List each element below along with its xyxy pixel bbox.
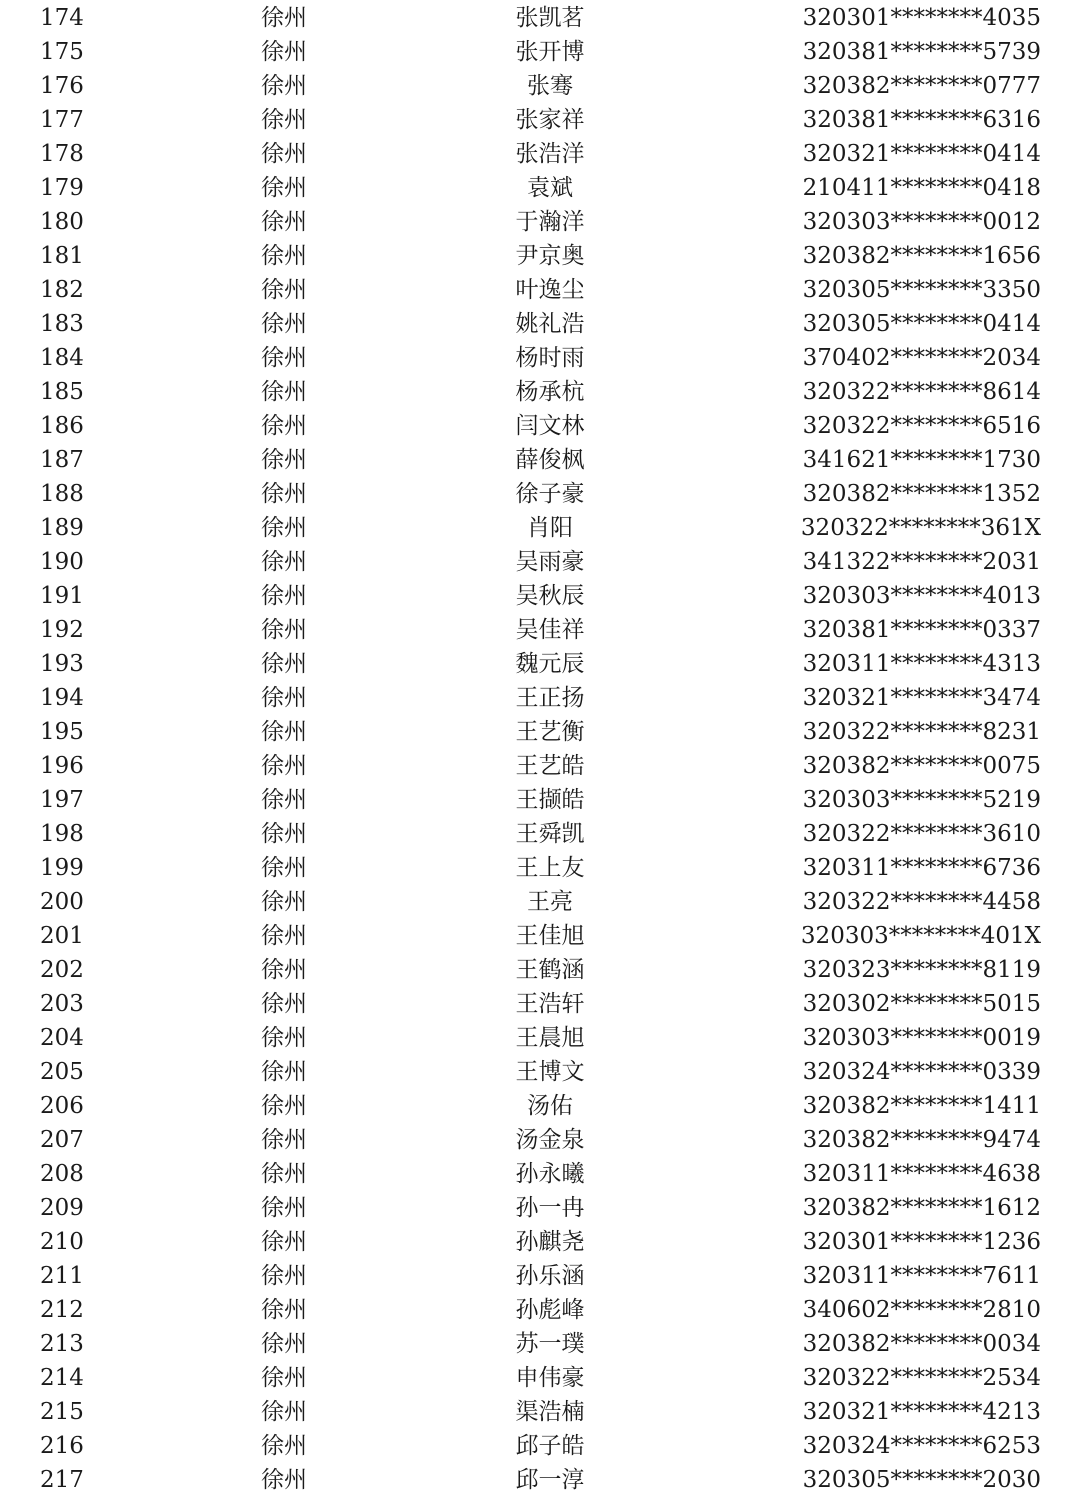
row-city: 徐州: [261, 515, 307, 541]
row-city: 徐州: [261, 39, 307, 65]
row-name: 肖阳: [527, 515, 573, 541]
row-city: 徐州: [261, 1127, 307, 1153]
row-number: 206: [40, 1093, 84, 1119]
row-number: 174: [40, 5, 84, 31]
row-city: 徐州: [261, 787, 307, 813]
row-name: 王亮: [527, 889, 573, 915]
row-number: 188: [40, 481, 84, 507]
table-row: [0, 1259, 1080, 1293]
row-name: 徐子豪: [515, 481, 585, 507]
row-id-number: 320303********4013: [802, 583, 1041, 609]
row-city: 徐州: [261, 1399, 307, 1425]
row-id-number: 320305********3350: [802, 277, 1041, 303]
table-row: [0, 851, 1080, 885]
row-id-number: 320381********0337: [802, 617, 1041, 643]
row-city: 徐州: [261, 413, 307, 439]
row-name: 王正扬: [515, 685, 585, 711]
row-id-number: 320303********0012: [802, 209, 1041, 235]
row-city: 徐州: [261, 1195, 307, 1221]
row-id-number: 341322********2031: [802, 549, 1041, 575]
row-name: 张家祥: [515, 107, 585, 133]
row-city: 徐州: [261, 311, 307, 337]
row-id-number: 320311********7611: [802, 1263, 1041, 1289]
table-row: [0, 511, 1080, 545]
row-number: 202: [40, 957, 84, 983]
row-name: 王晨旭: [515, 1025, 585, 1051]
row-city: 徐州: [261, 1365, 307, 1391]
row-id-number: 320382********1612: [802, 1195, 1041, 1221]
table-row: [0, 783, 1080, 817]
row-city: 徐州: [261, 991, 307, 1017]
row-id-number: 320324********6253: [802, 1433, 1041, 1459]
row-city: 徐州: [261, 175, 307, 201]
row-id-number: 320381********5739: [802, 39, 1041, 65]
row-city: 徐州: [261, 549, 307, 575]
row-id-number: 320382********0075: [802, 753, 1041, 779]
row-id-number: 320311********4313: [802, 651, 1041, 677]
row-city: 徐州: [261, 1467, 307, 1493]
row-number: 199: [40, 855, 84, 881]
table-row: [0, 1463, 1080, 1497]
row-id-number: 320382********0777: [802, 73, 1041, 99]
row-name: 姚礼浩: [515, 311, 585, 337]
table-row: [0, 1055, 1080, 1089]
row-city: 徐州: [261, 1161, 307, 1187]
row-name: 杨时雨: [515, 345, 585, 371]
row-number: 214: [40, 1365, 84, 1391]
row-name: 张凯茗: [515, 5, 585, 31]
row-name: 王浩轩: [515, 991, 585, 1017]
row-city: 徐州: [261, 73, 307, 99]
row-id-number: 320322********8231: [802, 719, 1041, 745]
row-name: 尹京奥: [515, 243, 585, 269]
row-name: 孙彪峰: [515, 1297, 585, 1323]
row-number: 180: [40, 209, 84, 235]
table-row: [0, 919, 1080, 953]
row-id-number: 341621********1730: [802, 447, 1041, 473]
table-row: [0, 715, 1080, 749]
row-city: 徐州: [261, 481, 307, 507]
row-name: 王佳旭: [515, 923, 585, 949]
table-row: [0, 1395, 1080, 1429]
row-name: 吴秋辰: [515, 583, 585, 609]
row-name: 魏元辰: [515, 651, 585, 677]
table-row: [0, 987, 1080, 1021]
row-id-number: 320382********9474: [802, 1127, 1041, 1153]
row-name: 孙永曦: [515, 1161, 585, 1187]
row-city: 徐州: [261, 719, 307, 745]
row-city: 徐州: [261, 923, 307, 949]
table-row: [0, 205, 1080, 239]
row-id-number: 320382********1411: [802, 1093, 1041, 1119]
row-number: 194: [40, 685, 84, 711]
row-name: 邱一淳: [515, 1467, 585, 1493]
row-number: 210: [40, 1229, 84, 1255]
row-number: 179: [40, 175, 84, 201]
row-number: 191: [40, 583, 84, 609]
row-number: 184: [40, 345, 84, 371]
row-id-number: 320322********6516: [802, 413, 1041, 439]
table-row: [0, 1021, 1080, 1055]
table-row: [0, 409, 1080, 443]
table-row: [0, 1429, 1080, 1463]
row-city: 徐州: [261, 651, 307, 677]
row-id-number: 320311********6736: [802, 855, 1041, 881]
row-city: 徐州: [261, 1229, 307, 1255]
row-id-number: 320302********5015: [802, 991, 1041, 1017]
row-name: 王艺皓: [515, 753, 585, 779]
row-id-number: 320321********4213: [802, 1399, 1041, 1425]
row-id-number: 320322********3610: [802, 821, 1041, 847]
row-id-number: 320323********8119: [802, 957, 1041, 983]
row-id-number: 320381********6316: [802, 107, 1041, 133]
row-city: 徐州: [261, 1093, 307, 1119]
table-row: [0, 1225, 1080, 1259]
row-id-number: 320324********0339: [802, 1059, 1041, 1085]
row-name: 王艺衡: [515, 719, 585, 745]
table-row: [0, 885, 1080, 919]
row-city: 徐州: [261, 1263, 307, 1289]
table-row: [0, 579, 1080, 613]
table-row: [0, 1327, 1080, 1361]
row-city: 徐州: [261, 855, 307, 881]
row-number: 189: [40, 515, 84, 541]
row-id-number: 320301********1236: [802, 1229, 1041, 1255]
row-id-number: 340602********2810: [802, 1297, 1041, 1323]
table-row: [0, 137, 1080, 171]
row-number: 193: [40, 651, 84, 677]
row-number: 175: [40, 39, 84, 65]
row-city: 徐州: [261, 753, 307, 779]
row-name: 王上友: [515, 855, 585, 881]
row-city: 徐州: [261, 1433, 307, 1459]
row-city: 徐州: [261, 583, 307, 609]
row-number: 186: [40, 413, 84, 439]
row-name: 于瀚洋: [515, 209, 585, 235]
row-id-number: 320382********0034: [802, 1331, 1041, 1357]
row-city: 徐州: [261, 957, 307, 983]
row-number: 198: [40, 821, 84, 847]
row-city: 徐州: [261, 107, 307, 133]
row-city: 徐州: [261, 1059, 307, 1085]
row-number: 213: [40, 1331, 84, 1357]
table-row: [0, 681, 1080, 715]
row-city: 徐州: [261, 277, 307, 303]
row-number: 187: [40, 447, 84, 473]
table-row: [0, 103, 1080, 137]
row-number: 217: [40, 1467, 84, 1493]
row-id-number: 320382********1352: [802, 481, 1041, 507]
row-name: 吴雨豪: [515, 549, 585, 575]
table-row: [0, 375, 1080, 409]
row-name: 张浩洋: [515, 141, 585, 167]
row-number: 215: [40, 1399, 84, 1425]
row-name: 汤佑: [527, 1093, 573, 1119]
table-row: [0, 35, 1080, 69]
row-number: 208: [40, 1161, 84, 1187]
row-number: 200: [40, 889, 84, 915]
row-city: 徐州: [261, 5, 307, 31]
table-row: [0, 545, 1080, 579]
row-number: 211: [40, 1263, 84, 1289]
row-id-number: 320303********5219: [802, 787, 1041, 813]
row-id-number: 320321********3474: [802, 685, 1041, 711]
row-number: 196: [40, 753, 84, 779]
row-number: 216: [40, 1433, 84, 1459]
row-city: 徐州: [261, 1331, 307, 1357]
row-name: 汤金泉: [515, 1127, 585, 1153]
row-city: 徐州: [261, 379, 307, 405]
row-id-number: 320303********0019: [802, 1025, 1041, 1051]
table-row: [0, 749, 1080, 783]
row-id-number: 320382********1656: [802, 243, 1041, 269]
row-name: 王博文: [515, 1059, 585, 1085]
row-name: 张开博: [515, 39, 585, 65]
row-number: 183: [40, 311, 84, 337]
table-row: [0, 1089, 1080, 1123]
row-city: 徐州: [261, 617, 307, 643]
row-name: 闫文林: [515, 413, 585, 439]
table-row: [0, 1361, 1080, 1395]
row-name: 薛俊枫: [515, 447, 585, 473]
row-name: 杨承杭: [515, 379, 585, 405]
row-id-number: 320322********4458: [802, 889, 1041, 915]
row-id-number: 320311********4638: [802, 1161, 1041, 1187]
row-id-number: 320322********8614: [802, 379, 1041, 405]
row-number: 195: [40, 719, 84, 745]
row-id-number: 210411********0418: [802, 175, 1041, 201]
row-number: 185: [40, 379, 84, 405]
row-number: 212: [40, 1297, 84, 1323]
table-row: [0, 239, 1080, 273]
row-city: 徐州: [261, 345, 307, 371]
table-row: [0, 341, 1080, 375]
row-id-number: 320305********2030: [802, 1467, 1041, 1493]
row-city: 徐州: [261, 1025, 307, 1051]
row-id-number: 320321********0414: [802, 141, 1041, 167]
row-number: 192: [40, 617, 84, 643]
row-number: 181: [40, 243, 84, 269]
row-name: 渠浩楠: [515, 1399, 585, 1425]
row-city: 徐州: [261, 243, 307, 269]
row-name: 孙乐涵: [515, 1263, 585, 1289]
row-id-number: 320303********401X: [800, 923, 1041, 949]
table-row: [0, 171, 1080, 205]
row-number: 207: [40, 1127, 84, 1153]
table-row: [0, 1293, 1080, 1327]
table-row: [0, 817, 1080, 851]
row-city: 徐州: [261, 685, 307, 711]
roster-table: [0, 1, 1080, 1497]
row-id-number: 320301********4035: [802, 5, 1041, 31]
row-city: 徐州: [261, 447, 307, 473]
row-name: 袁斌: [527, 175, 573, 201]
table-row: [0, 69, 1080, 103]
row-city: 徐州: [261, 141, 307, 167]
row-name: 张骞: [527, 73, 573, 99]
row-id-number: 320305********0414: [802, 311, 1041, 337]
table-row: [0, 1191, 1080, 1225]
row-number: 197: [40, 787, 84, 813]
table-row: [0, 1, 1080, 35]
row-number: 176: [40, 73, 84, 99]
row-number: 209: [40, 1195, 84, 1221]
row-city: 徐州: [261, 821, 307, 847]
row-name: 苏一璞: [515, 1331, 585, 1357]
row-name: 孙麒尧: [515, 1229, 585, 1255]
row-name: 王撷皓: [515, 787, 585, 813]
row-id-number: 320322********361X: [800, 515, 1041, 541]
table-row: [0, 273, 1080, 307]
table-row: [0, 953, 1080, 987]
row-id-number: 370402********2034: [802, 345, 1041, 371]
table-row: [0, 647, 1080, 681]
row-number: 177: [40, 107, 84, 133]
row-city: 徐州: [261, 209, 307, 235]
row-number: 203: [40, 991, 84, 1017]
row-name: 叶逸尘: [515, 277, 585, 303]
table-row: [0, 613, 1080, 647]
row-number: 204: [40, 1025, 84, 1051]
row-city: 徐州: [261, 1297, 307, 1323]
table-row: [0, 477, 1080, 511]
row-name: 王舜凯: [515, 821, 585, 847]
table-row: [0, 1157, 1080, 1191]
row-name: 孙一冉: [515, 1195, 585, 1221]
row-name: 邱子皓: [515, 1433, 585, 1459]
row-id-number: 320322********2534: [802, 1365, 1041, 1391]
table-row: [0, 1123, 1080, 1157]
row-number: 201: [40, 923, 84, 949]
row-name: 王鹤涵: [515, 957, 585, 983]
row-number: 182: [40, 277, 84, 303]
table-row: [0, 307, 1080, 341]
row-number: 205: [40, 1059, 84, 1085]
row-number: 190: [40, 549, 84, 575]
row-number: 178: [40, 141, 84, 167]
table-row: [0, 443, 1080, 477]
row-city: 徐州: [261, 889, 307, 915]
row-name: 申伟豪: [515, 1365, 585, 1391]
row-name: 吴佳祥: [515, 617, 585, 643]
